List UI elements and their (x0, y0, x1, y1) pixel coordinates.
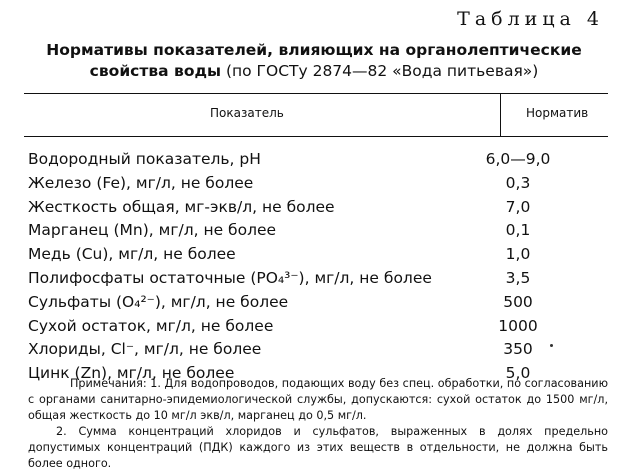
table-body (28, 148, 608, 386)
table-row (28, 219, 608, 243)
header-indicator: Показатель (210, 106, 284, 120)
title-line-2-rest: (по ГОСТу 2874—82 «Вода питьевая») (225, 62, 539, 80)
row-indicator: Сульфаты (O₄²⁻), мг/л, не более (28, 292, 289, 311)
row-indicator: Полифосфаты остаточные (PO₄³⁻), мг/л, не более (28, 268, 432, 287)
table-row (28, 267, 608, 291)
row-norm: 7,0 (505, 197, 531, 216)
row-norm: 500 (503, 292, 533, 311)
header-norm: Норматив (526, 106, 589, 120)
row-indicator: Марганец (Mn), мг/л, не более (28, 221, 277, 240)
note-1: Примечания: 1. Для водопроводов, подающих воду без спец. обработки, по согласованию с органами санитарно-эпидемиологической службы, допускаются: сухой остаток до 1500 мг/л, общая жесткость до 10 мг/л экв/л, марганец до 0,5 мг/л. (28, 377, 608, 422)
row-norm: 0,1 (505, 221, 531, 240)
row-indicator: Железо (Fe), мг/л, не более (28, 173, 254, 192)
row-norm: 1,0 (505, 245, 531, 264)
row-norm: 5,0 (505, 364, 531, 383)
table-row (28, 196, 608, 220)
row-norm: 350 (503, 340, 533, 359)
table-row (28, 315, 608, 339)
row-norm: 1000 (498, 316, 538, 335)
table-notes (28, 376, 608, 472)
table-row (28, 291, 608, 315)
row-indicator: Цинк (Zn), мг/л, не более (28, 364, 235, 383)
header-bottom-rule (24, 136, 608, 137)
row-indicator: Хлориды, Cl⁻, мг/л, не более (28, 340, 262, 359)
note-2: 2. Сумма концентраций хлоридов и сульфатов, выраженных в долях предельно допустимых концентраций (ПДК) каждого из этих веществ в отдельности, не должна быть более одного. (28, 425, 608, 470)
row-indicator: Жесткость общая, мг-экв/л, не более (28, 197, 335, 216)
row-norm: 0,3 (505, 173, 531, 192)
row-indicator: Медь (Cu), мг/л, не более (28, 245, 236, 264)
print-speck (550, 344, 553, 347)
row-norm: 3,5 (505, 268, 531, 287)
table-title (0, 40, 628, 82)
table-row (28, 148, 608, 172)
title-line-2-bold: свойства воды (89, 62, 222, 80)
table-row (28, 172, 608, 196)
row-indicator: Сухой остаток, мг/л, не более (28, 316, 274, 335)
table-top-rule (24, 93, 608, 94)
column-divider (500, 93, 501, 136)
row-indicator: Водородный показатель, pH (28, 150, 261, 168)
row-norm: 6,0—9,0 (485, 150, 551, 168)
table-row (28, 338, 608, 362)
table-row (28, 243, 608, 267)
title-line-1: Нормативы показателей, влияющих на органолептические (46, 41, 582, 59)
table-number-label: Таблица 4 (457, 8, 604, 30)
